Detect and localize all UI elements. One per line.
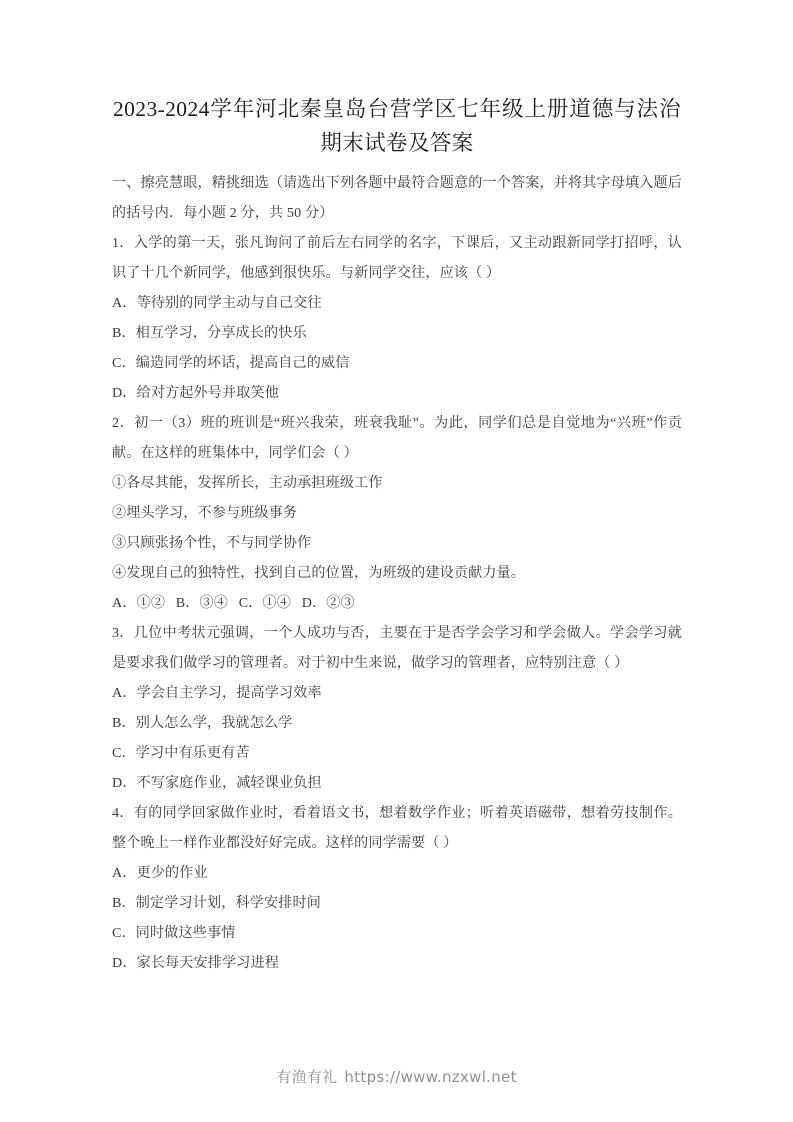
- question-3-option-b: B．别人怎么学，我就怎么学: [112, 715, 293, 731]
- question-2-statement-3: ③只顾张扬个性，不与同学协作: [112, 535, 312, 551]
- question-1-option-a: A．等待别的同学主动与自己交往: [112, 295, 322, 311]
- question-2-statement-4: ④发现自己的独特性，找到自己的位置，为班级的建设贡献力量。: [112, 565, 526, 581]
- question-2-answer-choices: [112, 588, 682, 618]
- page-title: [112, 92, 682, 160]
- document-body: [112, 92, 682, 978]
- question-2-stem: 2．初一（3）班的班训是“班兴我荣，班衰我耻”。为此，同学们总是自觉地为“兴班”作贡献。在这样的班集体中，同学们会（ ）: [112, 415, 682, 461]
- question-1-option-c: C．编造同学的坏话，提高自己的威信: [112, 355, 350, 371]
- question-2-choice-a: A．①②: [112, 595, 166, 611]
- section-heading: 一、擦亮慧眼，精挑细选（请选出下列各题中最符合题意的一个答案，并将其字母填入题后的括号内．每小题 2 分，共 50 分）: [112, 175, 682, 221]
- question-3-option-c: C．学习中有乐更有苦: [112, 745, 250, 761]
- page-title-line-2: 期末试卷及答案: [320, 131, 474, 155]
- question-4-option-c: C．同时做这些事情: [112, 925, 236, 941]
- footer-url[interactable]: https://www.nzxwl.net: [344, 1068, 517, 1086]
- footer-watermark: [0, 1066, 793, 1087]
- question-4-option-a: A．更少的作业: [112, 865, 208, 881]
- question-4-option-b: B．制定学习计划，科学安排时间: [112, 895, 321, 911]
- page-title-line-1: 2023-2024学年河北秦皇岛台营学区七年级上册道德与法治: [113, 97, 681, 121]
- question-1-stem: 1．入学的第一天，张凡询问了前后左右同学的名字，下课后，又主动跟新同学打招呼，认识了十几个新同学，他感到很快乐。与新同学交往，应该（ ）: [112, 235, 682, 281]
- question-3-stem: 3．几位中考状元强调，一个人成功与否，主要在于是否学会学习和学会做人。学会学习就是要求我们做学习的管理者。对于初中生来说，做学习的管理者，应特别注意（ ）: [112, 625, 682, 671]
- footer-brand: 有渔有礼: [276, 1068, 338, 1086]
- question-2-choice-d: D．②③: [301, 595, 355, 611]
- question-1-option-d: D．给对方起外号并取笑他: [112, 385, 280, 401]
- question-4-stem: 4．有的同学回家做作业时，看着语文书，想着数学作业；听着英语磁带，想着劳技制作。整个晚上一样作业都没好好完成。这样的同学需要（ ）: [112, 805, 682, 851]
- question-2-choice-b: B．③④: [175, 595, 229, 611]
- question-1-option-b: B．相互学习，分享成长的快乐: [112, 325, 307, 341]
- question-3-option-d: D．不写家庭作业，减轻课业负担: [112, 775, 322, 791]
- question-4-option-d: D．家长每天安排学习进程: [112, 955, 280, 971]
- question-2-statement-1: ①各尽其能，发挥所长，主动承担班级工作: [112, 475, 383, 491]
- question-3-option-a: A．学会自主学习，提高学习效率: [112, 685, 322, 701]
- question-2-choice-c: C．①④: [238, 595, 292, 611]
- question-2-statement-2: ②埋头学习，不参与班级事务: [112, 505, 298, 521]
